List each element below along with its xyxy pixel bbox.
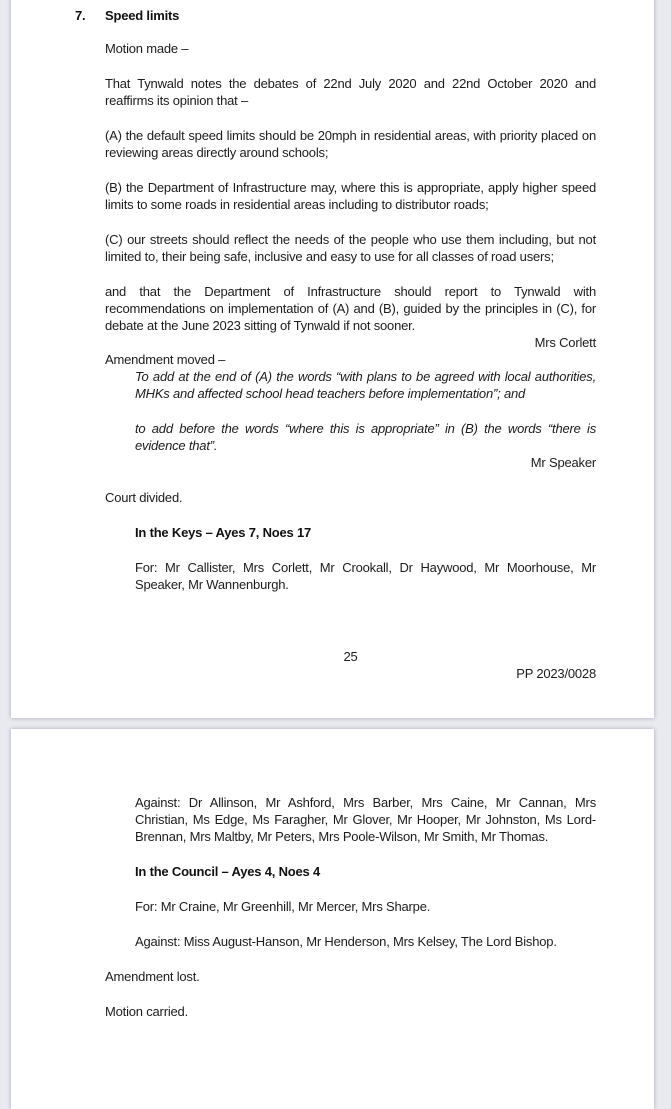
keys-against-list: Against: Dr Allinson, Mr Ashford, Mrs Barber, Mrs Caine, Mr Cannan, Mrs Christian, Ms Edge, Ms Faragher, Mr Glover, Mr Hooper, Mr Johnston, Ms Lord-Brennan, Mrs Maltby, Mr Peters, Mrs Poole-Wilson, Mr Smith, Mr Thomas. (135, 795, 596, 844)
motion-intro-text: That Tynwald notes the debates of 22nd July 2020 and 22nd October 2020 and reaffirms its opinion that – (105, 76, 596, 108)
council-for-list: For: Mr Craine, Mr Greenhill, Mr Mercer, Mrs Sharpe. (135, 899, 431, 914)
motion-mover-name: Mrs Corlett (534, 335, 596, 350)
motion-closing-text: and that the Department of Infrastructure should report to Tynwald with recommendations on implementation of (A) and (B), guided by the principles in (C), for debate at the June 2023 sitting of Tynwald if not sooner. (105, 284, 596, 333)
court-divided-label: Court divided. (105, 490, 183, 505)
motion-result-label: Motion carried. (105, 1004, 188, 1019)
amendment-text-1: To add at the end of (A) the words “with plans to be agreed with local authorities, MHKs and affected school head teachers before implementation”; and (135, 369, 596, 401)
document-reference: PP 2023/0028 (516, 666, 596, 681)
page-number: 25 (343, 649, 358, 664)
keys-division-block (135, 524, 596, 593)
section-number: 7. (75, 8, 86, 23)
motion-clause-c: (C) our streets should reflect the needs of the people who use them including, but not limited to, their being safe, inclusive and easy to use for all classes of road users; (105, 232, 596, 264)
amendment-block (135, 368, 596, 454)
amendment-text-2: to add before the words “where this is appropriate” in (B) the words “there is evidence that”. (135, 421, 596, 453)
motion-clause-b: (B) the Department of Infrastructure may, where this is appropriate, apply higher speed limits to some roads in residential areas including to distributor roads; (105, 180, 596, 212)
section-heading (75, 7, 596, 24)
amendment-result-label: Amendment lost. (105, 969, 200, 984)
document-page-26 (11, 729, 654, 1109)
council-result-heading: In the Council – Ayes 4, Noes 4 (135, 864, 321, 879)
section-title: Speed limits (105, 8, 180, 23)
motion-clause-a: (A) the default speed limits should be 20mph in residential areas, with priority placed on reviewing areas directly around schools; (105, 128, 596, 160)
keys-result-heading: In the Keys – Ayes 7, Noes 17 (135, 525, 312, 540)
division-continuation-block (135, 794, 596, 950)
amendment-mover-name: Mr Speaker (530, 455, 596, 470)
keys-for-list: For: Mr Callister, Mrs Corlett, Mr Crookall, Dr Haywood, Mr Moorhouse, Mr Speaker, Mr Wannenburgh. (135, 560, 596, 592)
motion-made-label: Motion made – (105, 41, 189, 56)
amendment-moved-label: Amendment moved – (105, 352, 226, 367)
council-against-list: Against: Miss August-Hanson, Mr Henderson, Mrs Kelsey, The Lord Bishop. (135, 934, 557, 949)
document-page-25 (11, 0, 654, 718)
